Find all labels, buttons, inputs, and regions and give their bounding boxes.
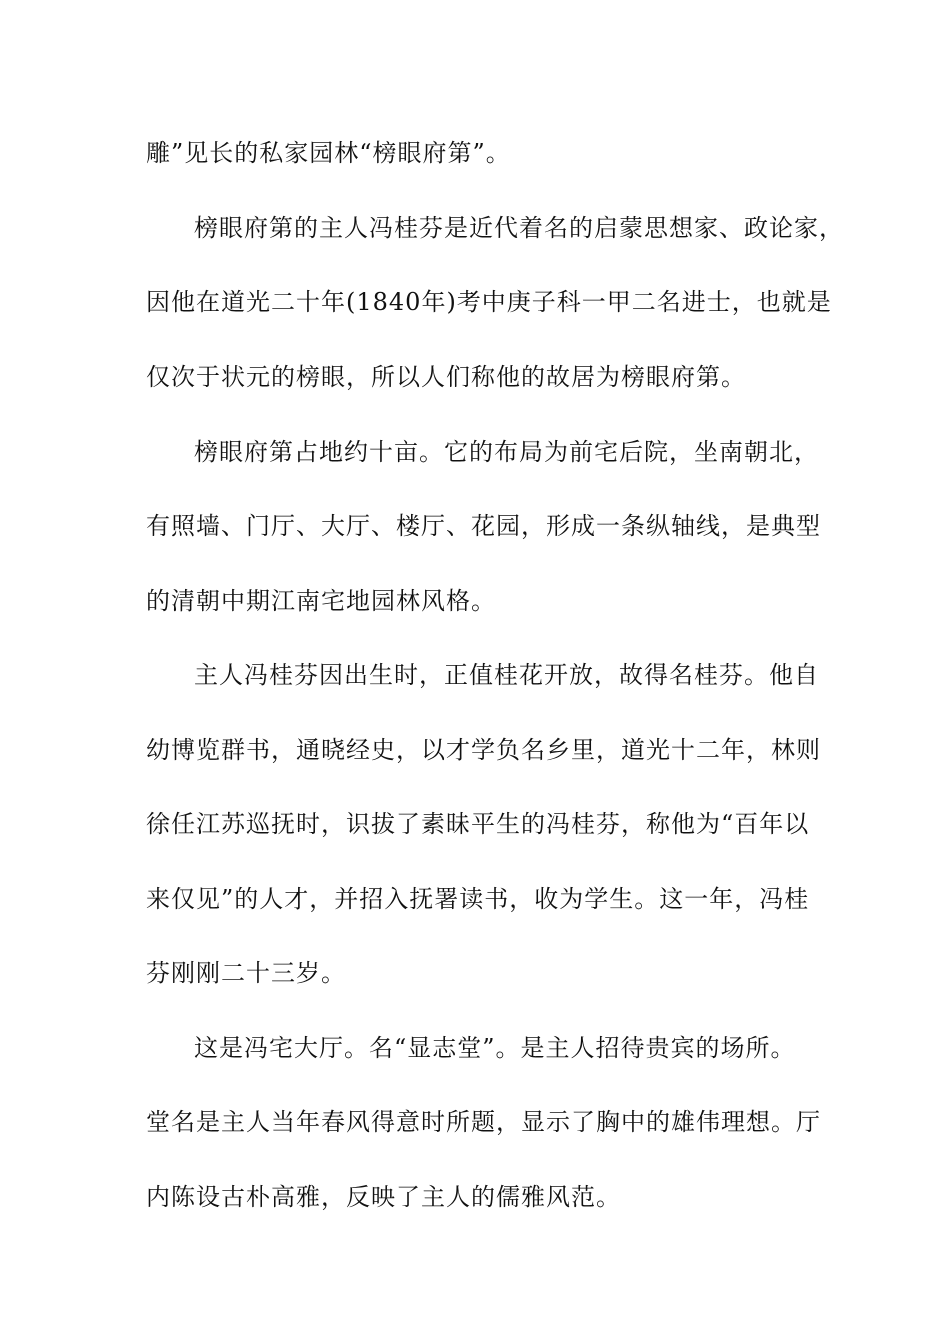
text-line: 来仅见”的人才，并招入抚署读书，收为学生。这一年，冯桂 [146,885,810,913]
text-line: 的清朝中期江南宅地园林风格。 [146,587,496,615]
text-line: 徐任江苏巡抚时，识拔了素昧平生的冯桂芬，称他为“百年以 [146,810,810,838]
paragraph-start-line: 这是冯宅大厅。名“显志堂”。是主人招待贵宾的场所。 [194,1034,796,1062]
text-line: 芬刚刚二十三岁。 [146,959,346,987]
paragraph-start-line: 主人冯桂芬因出生时，正值桂花开放，故得名桂芬。他自 [194,661,819,689]
text-line: 因他在道光二十年(1840年)考中庚子科一甲二名进士，也就是 [146,288,832,316]
text-line: 雕”见长的私家园林“榜眼府第”。 [146,139,511,167]
paragraph-start-line: 榜眼府第占地约十亩。它的布局为前宅后院，坐南朝北， [194,438,819,466]
text-line: 内陈设古朴高雅，反映了主人的儒雅风范。 [146,1183,621,1211]
paragraph-start-line: 榜眼府第的主人冯桂芬是近代着名的启蒙思想家、政论家， [194,214,844,242]
text-line: 有照墙、门厅、大厅、楼厅、花园，形成一条纵轴线，是典型 [146,512,821,540]
text-line: 堂名是主人当年春风得意时所题，显示了胸中的雄伟理想。厅 [146,1108,821,1136]
text-line: 仅次于状元的榜眼，所以人们称他的故居为榜眼府第。 [146,363,746,391]
text-line: 幼博览群书，通晓经史，以才学负名乡里，道光十二年，林则 [146,736,821,764]
